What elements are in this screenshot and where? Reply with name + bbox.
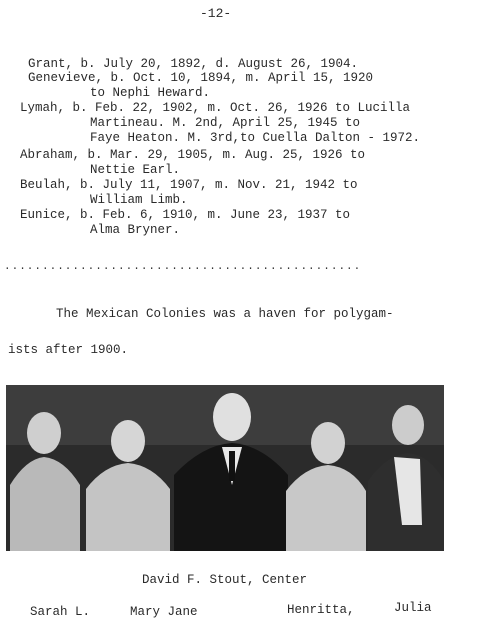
entry-line: Beulah, b. July 11, 1907, m. Nov. 21, 1942 to [20, 178, 358, 192]
entry-line: Eunice, b. Feb. 6, 1910, m. June 23, 1937 to [20, 208, 351, 222]
entry-line: Grant, b. July 20, 1892, d. August 26, 1904. [28, 57, 359, 71]
entry-abraham [20, 148, 365, 178]
entry-genevieve [28, 71, 373, 101]
entry-line: Nettie Earl. [90, 163, 181, 177]
entry-line: Martineau. M. 2nd, April 25, 1945 to [90, 116, 361, 130]
paragraph-line-2: ists after 1900. [8, 343, 129, 357]
page-number: -12- [200, 6, 232, 21]
entry-line: Faye Heaton. M. 3rd,to Cuella Dalton - 1972. [90, 131, 421, 145]
family-photo-figures [6, 385, 444, 551]
entry-line: William Limb. [90, 193, 188, 207]
entry-grant [28, 57, 358, 72]
dotted-separator: ............................................... [4, 261, 362, 273]
entry-line: to Nephi Heward. [90, 86, 211, 100]
entry-line: Abraham, b. Mar. 29, 1905, m. Aug. 25, 1926 to [20, 148, 366, 162]
entry-eunice [20, 208, 350, 238]
entry-line: Alma Bryner. [90, 223, 181, 237]
entry-line: Lymah, b. Feb. 22, 1902, m. Oct. 26, 1926 to Lucilla [20, 101, 411, 115]
caption-center: David F. Stout, Center [142, 573, 308, 587]
caption-henritta: Henritta, [287, 603, 355, 617]
paragraph-line-1: The Mexican Colonies was a haven for polygam- [56, 307, 394, 321]
entry-beulah [20, 178, 358, 208]
family-photo [6, 385, 444, 551]
caption-sarah: Sarah L. [30, 605, 91, 619]
entry-line: Genevieve, b. Oct. 10, 1894, m. April 15, 1920 [28, 71, 374, 85]
caption-mary: Mary Jane [130, 605, 198, 619]
entry-lymah [20, 101, 420, 146]
caption-julia: Julia [394, 601, 432, 615]
